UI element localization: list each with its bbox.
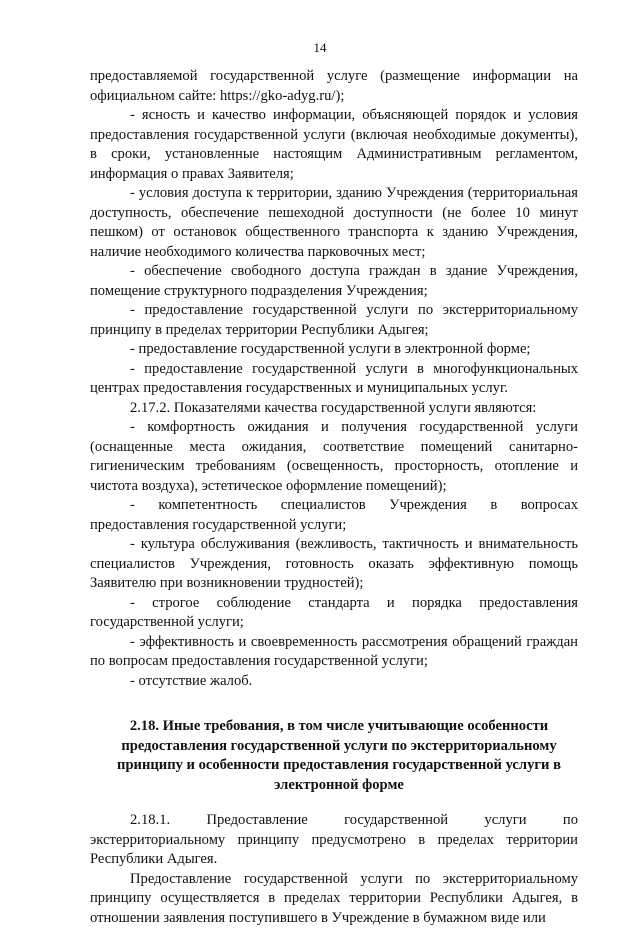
section-2-17-text (90, 67, 578, 691)
paragraph: - компетентность специалистов Учреждения в вопросах предоставления государственной услуги; (90, 496, 578, 535)
paragraph: - предоставление государственной услуги по экстерриториальному принципу в пределах территории Республики Адыгея; (90, 301, 578, 340)
paragraph: 2.17.2. Показателями качества государственной услуги являются: (90, 399, 578, 419)
paragraph: - условия доступа к территории, зданию Учреждения (территориальная доступность, обеспечение пешеходной доступности (не более 10 минут пешком) от остановок общественного транспорта к зданию Учреждения, наличие необходимого количества парковочных мест; (90, 184, 578, 262)
section-2-18-text (90, 811, 578, 928)
paragraph: - эффективность и своевременность рассмотрения обращений граждан по вопросам предоставления государственной услуги; (90, 633, 578, 672)
paragraph: 2.18.1. Предоставление государственной услуги по экстерриториальному принципу предусмотрено в пределах территории Республики Адыгея. (90, 811, 578, 870)
document-body (90, 67, 578, 928)
paragraph: - комфортность ожидания и получения государственной услуги (оснащенные места ожидания, соответствие помещений санитарно-гигиеническим требованиям (освещенность, просторность, отопление и чистота воздуха), эстетическое оформление помещений); (90, 418, 578, 496)
paragraph: - предоставление государственной услуги в электронной форме; (90, 340, 578, 360)
paragraph: - предоставление государственной услуги в многофункциональных центрах предоставления государственных и муниципальных услуг. (90, 360, 578, 399)
paragraph: - ясность и качество информации, объясняющей порядок и условия предоставления государственной услуги (включая необходимые документы), в сроки, установленные настоящим Административным регламентом, информация о правах Заявителя; (90, 106, 578, 184)
section-heading-2-18: 2.18. Иные требования, в том числе учитывающие особенности предоставления государственной услуги по экстерриториальному принципу и особенности предоставления государственной услуги в электронной форме (90, 717, 578, 795)
paragraph: - обеспечение свободного доступа граждан в здание Учреждения, помещение структурного подразделения Учреждения; (90, 262, 578, 301)
paragraph: - строгое соблюдение стандарта и порядка предоставления государственной услуги; (90, 594, 578, 633)
paragraph: Предоставление государственной услуги по экстерриториальному принципу осуществляется в пределах территории Республики Адыгея, в отношении заявления поступившего в Учреждение в бумажном виде или (90, 870, 578, 928)
paragraph: - отсутствие жалоб. (90, 672, 578, 692)
page-number: 14 (0, 40, 640, 56)
paragraph: предоставляемой государственной услуге (размещение информации на официальном сайте: https://gko-adyg.ru/); (90, 67, 578, 106)
paragraph: - культура обслуживания (вежливость, тактичность и внимательность специалистов Учреждения, готовность оказать эффективную помощь Заявителю при возникновении трудностей); (90, 535, 578, 594)
